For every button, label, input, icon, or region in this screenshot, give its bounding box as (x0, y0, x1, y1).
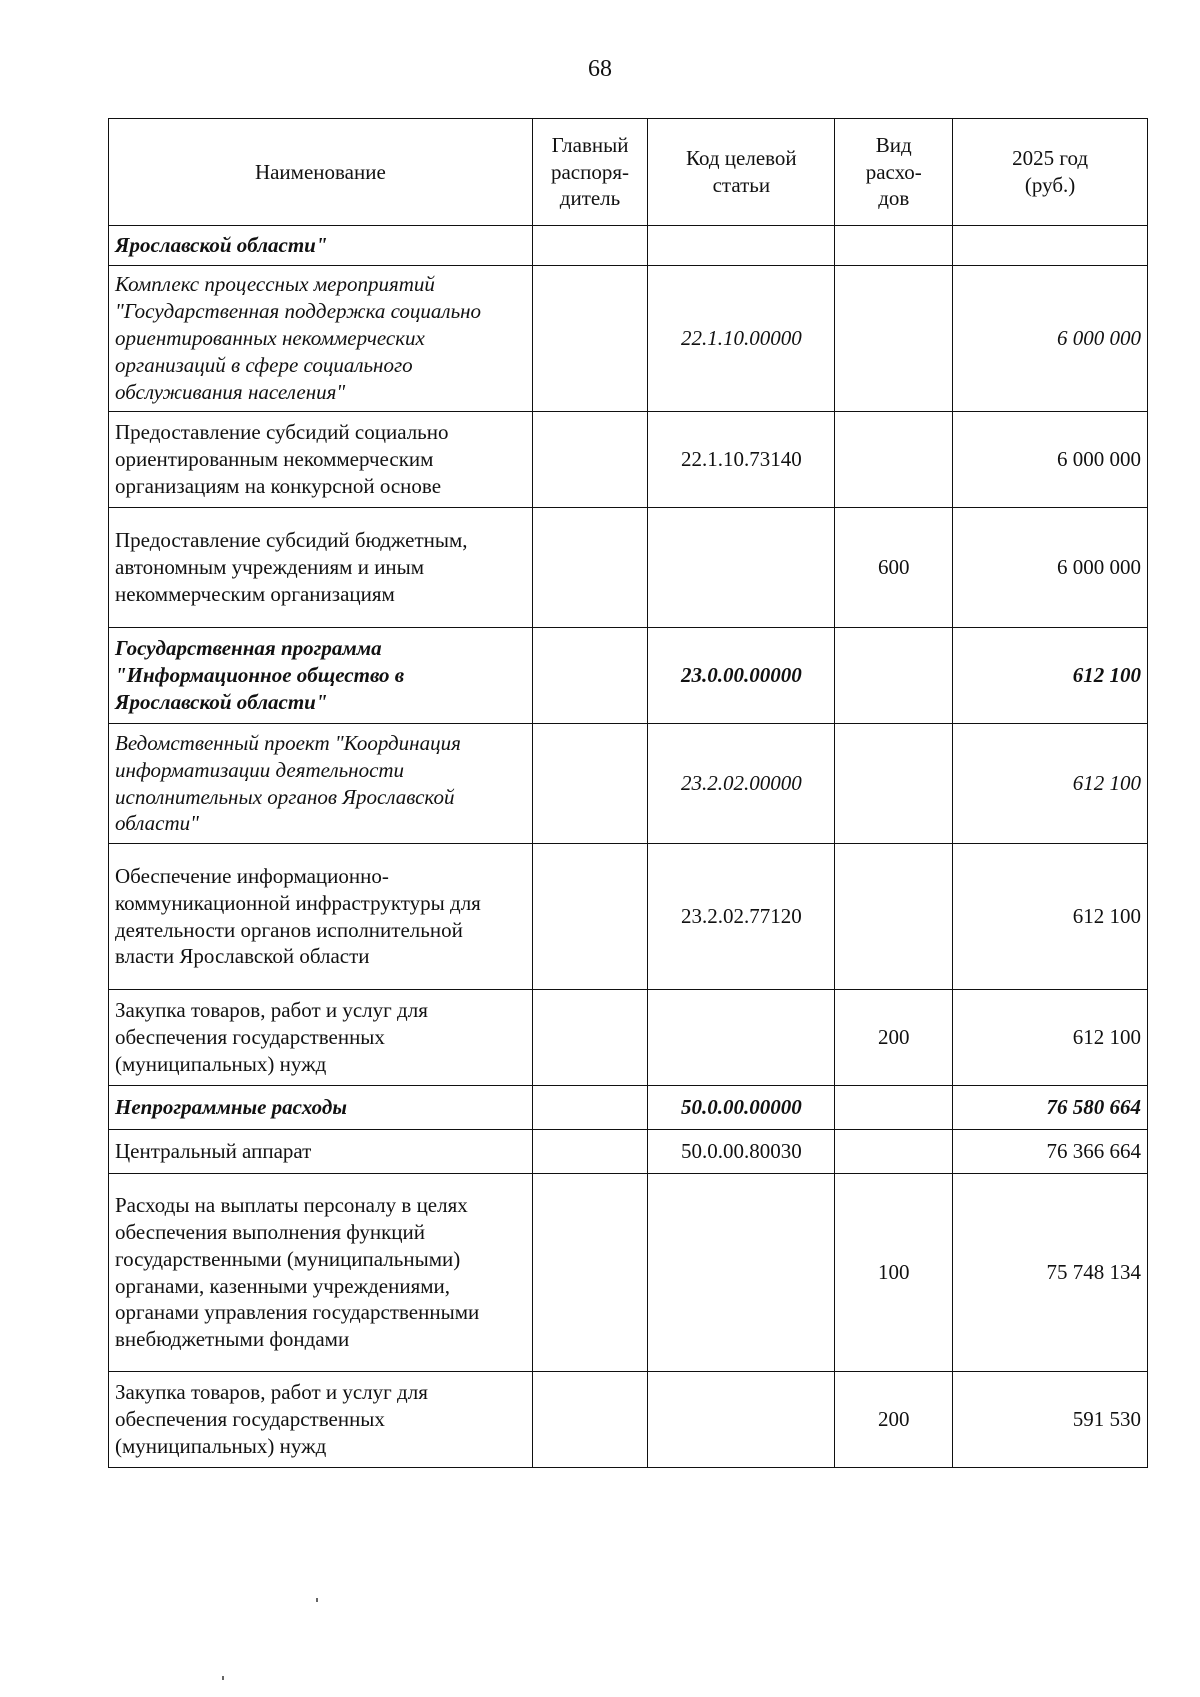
row-amount: 591 530 (953, 1372, 1148, 1468)
row-amount (953, 226, 1148, 266)
row-type (835, 628, 953, 724)
row-type (835, 226, 953, 266)
row-type: 100 (835, 1174, 953, 1372)
scan-speck (316, 1598, 318, 1602)
row-name: Ярославской области" (109, 226, 533, 266)
page-number: 68 (588, 56, 612, 82)
row-name: Комплекс процессных мероприятий "Государственная поддержка социально ориентированных некоммерческих организаций в сфере социального обслуживания населения" (109, 266, 533, 412)
row-code: 22.1.10.73140 (648, 412, 835, 508)
row-type: 600 (835, 508, 953, 628)
row-amount: 75 748 134 (953, 1174, 1148, 1372)
row-admin (532, 990, 648, 1086)
row-admin (532, 226, 648, 266)
header-name: Наименование (109, 119, 533, 226)
table-row (109, 724, 1148, 844)
table-row (109, 844, 1148, 990)
row-admin (532, 412, 648, 508)
row-name: Обеспечение информационно-коммуникационной инфраструктуры для деятельности органов исполнительной власти Ярославской области (109, 844, 533, 990)
row-admin (532, 628, 648, 724)
row-code (648, 226, 835, 266)
row-amount: 6 000 000 (953, 266, 1148, 412)
budget-table (108, 118, 1148, 1468)
row-code (648, 1372, 835, 1468)
row-amount: 6 000 000 (953, 412, 1148, 508)
row-admin (532, 1086, 648, 1130)
row-type (835, 266, 953, 412)
row-admin (532, 1174, 648, 1372)
table-header-row (109, 119, 1148, 226)
table-row (109, 1130, 1148, 1174)
row-amount: 612 100 (953, 628, 1148, 724)
row-admin (532, 1372, 648, 1468)
table-row (109, 226, 1148, 266)
row-code (648, 508, 835, 628)
row-name: Закупка товаров, работ и услуг для обеспечения государственных (муниципальных) нужд (109, 1372, 533, 1468)
table-row (109, 1174, 1148, 1372)
table-row (109, 628, 1148, 724)
row-code: 50.0.00.00000 (648, 1086, 835, 1130)
row-amount: 6 000 000 (953, 508, 1148, 628)
row-code (648, 1174, 835, 1372)
row-name: Непрограммные расходы (109, 1086, 533, 1130)
header-code: Код целевой статьи (648, 119, 835, 226)
row-name: Государственная программа "Информационное общество в Ярославской области" (109, 628, 533, 724)
row-amount: 76 366 664 (953, 1130, 1148, 1174)
table-row (109, 412, 1148, 508)
table-row (109, 1372, 1148, 1468)
row-name: Предоставление субсидий социально ориентированным некоммерческим организациям на конкурсной основе (109, 412, 533, 508)
row-name: Центральный аппарат (109, 1130, 533, 1174)
row-name: Предоставление субсидий бюджетным, автономным учреждениям и иным некоммерческим организациям (109, 508, 533, 628)
row-admin (532, 266, 648, 412)
row-admin (532, 1130, 648, 1174)
row-code: 22.1.10.00000 (648, 266, 835, 412)
table-row (109, 990, 1148, 1086)
row-type (835, 1130, 953, 1174)
header-admin: Главный распоря- дитель (532, 119, 648, 226)
row-type (835, 1086, 953, 1130)
table-row (109, 1086, 1148, 1130)
row-amount: 612 100 (953, 844, 1148, 990)
header-amount: 2025 год (руб.) (953, 119, 1148, 226)
scan-speck (222, 1676, 224, 1680)
table-row (109, 266, 1148, 412)
row-name: Закупка товаров, работ и услуг для обеспечения государственных (муниципальных) нужд (109, 990, 533, 1086)
row-type: 200 (835, 1372, 953, 1468)
row-name: Ведомственный проект "Координация информатизации деятельности исполнительных органов Ярославской области" (109, 724, 533, 844)
row-code: 23.2.02.00000 (648, 724, 835, 844)
table-row (109, 508, 1148, 628)
row-code: 23.0.00.00000 (648, 628, 835, 724)
row-amount: 612 100 (953, 724, 1148, 844)
row-type: 200 (835, 990, 953, 1086)
row-code: 23.2.02.77120 (648, 844, 835, 990)
row-code: 50.0.00.80030 (648, 1130, 835, 1174)
row-amount: 76 580 664 (953, 1086, 1148, 1130)
row-name: Расходы на выплаты персоналу в целях обеспечения выполнения функций государственными (муниципальными) органами, казенными учреждениями, органами управления государственными внебюджетными фондами (109, 1174, 533, 1372)
row-admin (532, 844, 648, 990)
row-amount: 612 100 (953, 990, 1148, 1086)
row-type (835, 412, 953, 508)
row-type (835, 724, 953, 844)
header-type: Вид расхо- дов (835, 119, 953, 226)
row-type (835, 844, 953, 990)
row-code (648, 990, 835, 1086)
row-admin (532, 724, 648, 844)
row-admin (532, 508, 648, 628)
